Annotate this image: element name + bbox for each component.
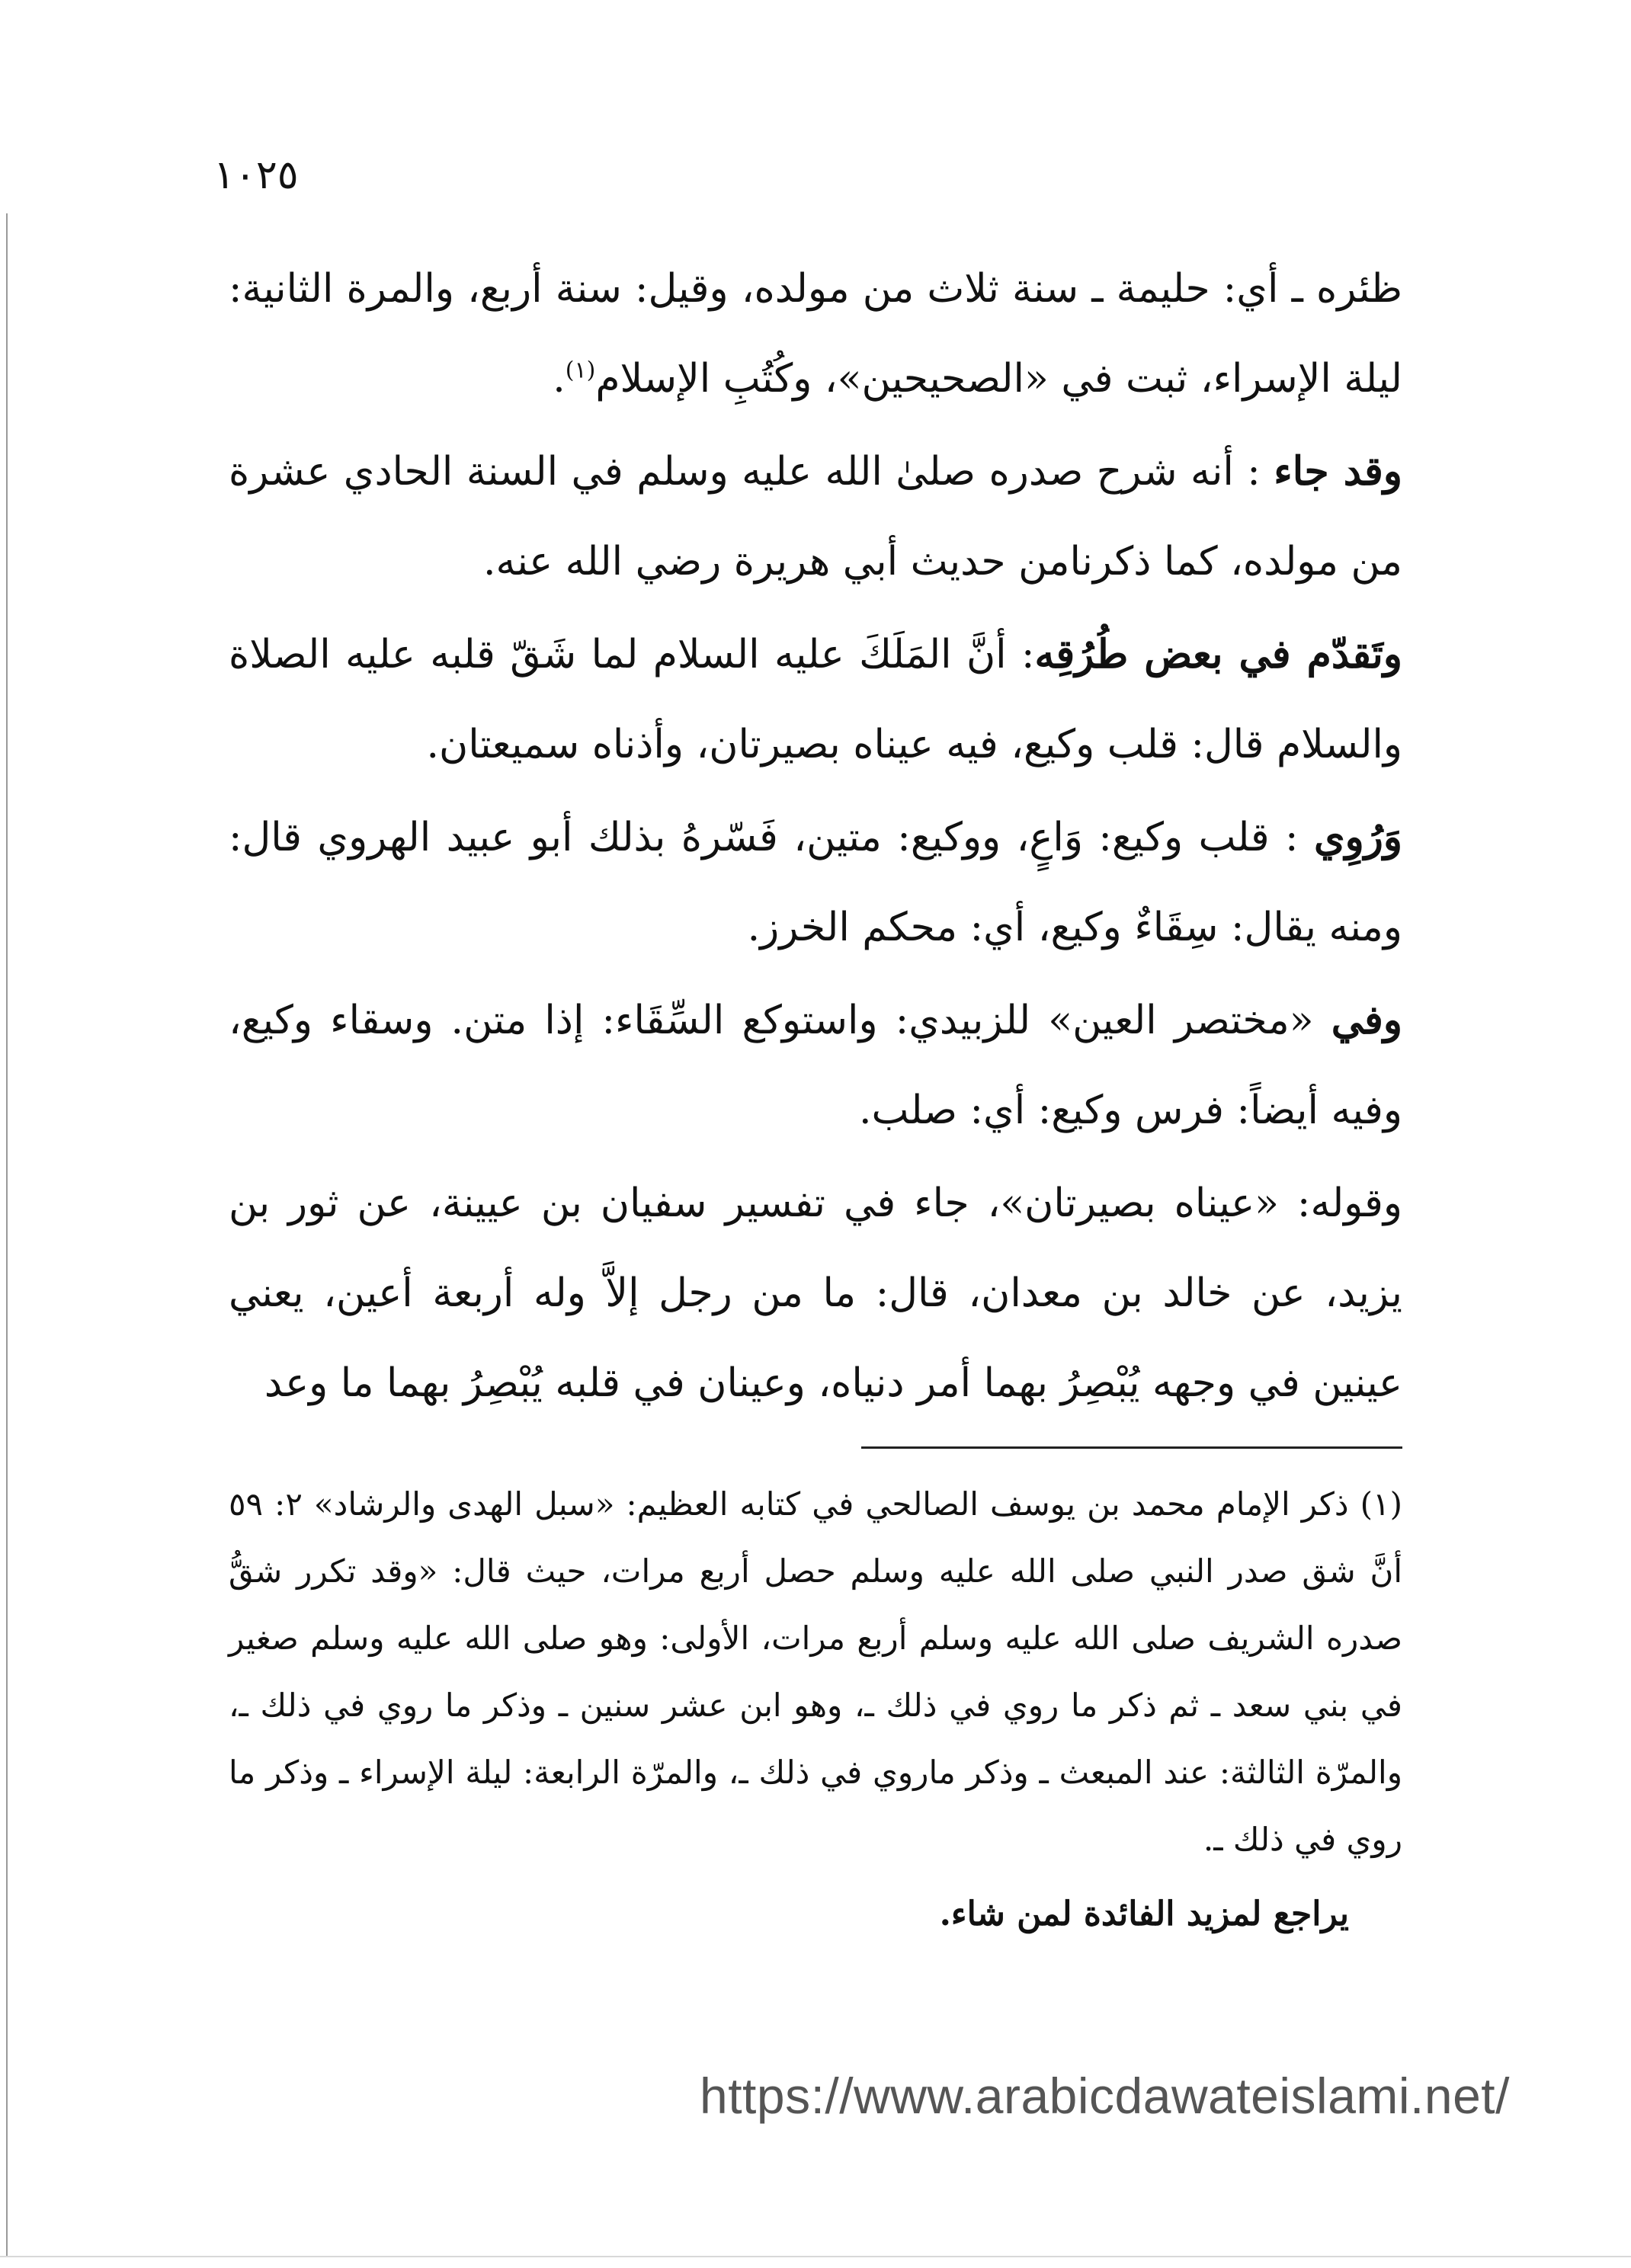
paragraph-3-lead: وتَقدّم في بعض طُرُقِه (1034, 631, 1403, 678)
footnote-separator (861, 1446, 1402, 1449)
paragraph-4 (229, 793, 1402, 972)
paragraph-3-text: : أنَّ المَلَكَ عليه السلام لما شَقّ قلبه عليه الصلاة والسلام قال: قلب وكيع، فيه عيناه بصيرتان، وأذناه سميعتان. (229, 632, 1402, 767)
paragraph-2-text: : أنه شرح صدره صلىٰ الله عليه وسلم في السنة الحادي عشرة من مولده، كما ذكرنامن حديث أبي هريرة رضي الله عنه. (229, 449, 1402, 585)
paragraph-6 (229, 1158, 1402, 1428)
paragraph-2 (229, 427, 1402, 607)
paragraph-4-text: : قلب وكيع: وَاعٍ، ووكيع: متين، فَسّرهُ بذلك أبو عبيد الهروي قال: ومنه يقال: سِقَاءٌ وكيع، أي: محكم الخرز. (229, 815, 1402, 950)
paragraph-4-lead: وَرُوِي (1313, 814, 1403, 860)
paragraph-6-text: وقوله: «عيناه بصيرتان»، جاء في تفسير سفيان بن عيينة، عن ثور بن يزيد، عن خالد بن معدان، قال: ما من رجل إلاَّ وله أربعة أعين، يعني عينين في وجهه يُبْصِرُ بهما أمر دنياه، وعينان في قلبه يُبْصِرُ بهما ما وعد (229, 1180, 1402, 1406)
page-number: ١٠٢٥ (213, 152, 299, 198)
scan-edge-line (6, 213, 8, 2256)
scan-bottom-line (0, 2256, 1631, 2257)
footnote-closing: يراجع لمزيد الفائدة لمن شاء. (939, 1895, 1349, 1933)
watermark-url[interactable]: https://www.arabicdawateislami.net/ (700, 2068, 1510, 2124)
paragraph-1-end: . (553, 356, 566, 402)
main-text (229, 244, 1402, 1428)
footnote-1: (١) ذكر الإمام محمد بن يوسف الصالحي في كتابه العظيم: «سبل الهدى والرشاد» ٢: ٥٩ أنَّ شق صدر النبي صلى الله عليه وسلم حصل أربع مرات، حيث قال: «وقد تكرر شقُّ صدره الشريف صلى الله عليه وسلم أربع مرات، الأولى: وهو صلى الله عليه وسلم صغير في بني سعد ـ ثم ذكر ما روي في ذلك ـ، وهو ابن عشر سنين ـ وذكر ما روي في ذلك ـ، والمرّة الثالثة: عند المبعث ـ وذكر ماروي في ذلك ـ، والمرّة الرابعة: ليلة الإسراء ـ وذكر ما روي في ذلك ـ. (229, 1485, 1402, 1858)
paragraph-2-lead: وقد جاء (1274, 448, 1403, 495)
footnotes (229, 1471, 1402, 1948)
paragraph-5-text: «مختصر العين» للزبيدي: واستوكع السِّقَاء: إذا متن. وسقاء وكيع، وفيه أيضاً: فرس وكيع: أي: صلب. (229, 998, 1402, 1133)
paragraph-5-lead: وفي (1331, 997, 1403, 1043)
paragraph-1-text: ظئره ـ أي: حليمة ـ سنة ثلاث من مولده، وقيل: سنة أربع، والمرة الثانية: ليلة الإسراء، ثبت في «الصحيحين»، وكُتُبِ الإسلام (229, 266, 1402, 402)
paragraph-3 (229, 610, 1402, 790)
paragraph-1 (229, 244, 1402, 424)
paragraph-5 (229, 975, 1402, 1155)
footnote-marker[interactable]: (١) (565, 357, 596, 384)
